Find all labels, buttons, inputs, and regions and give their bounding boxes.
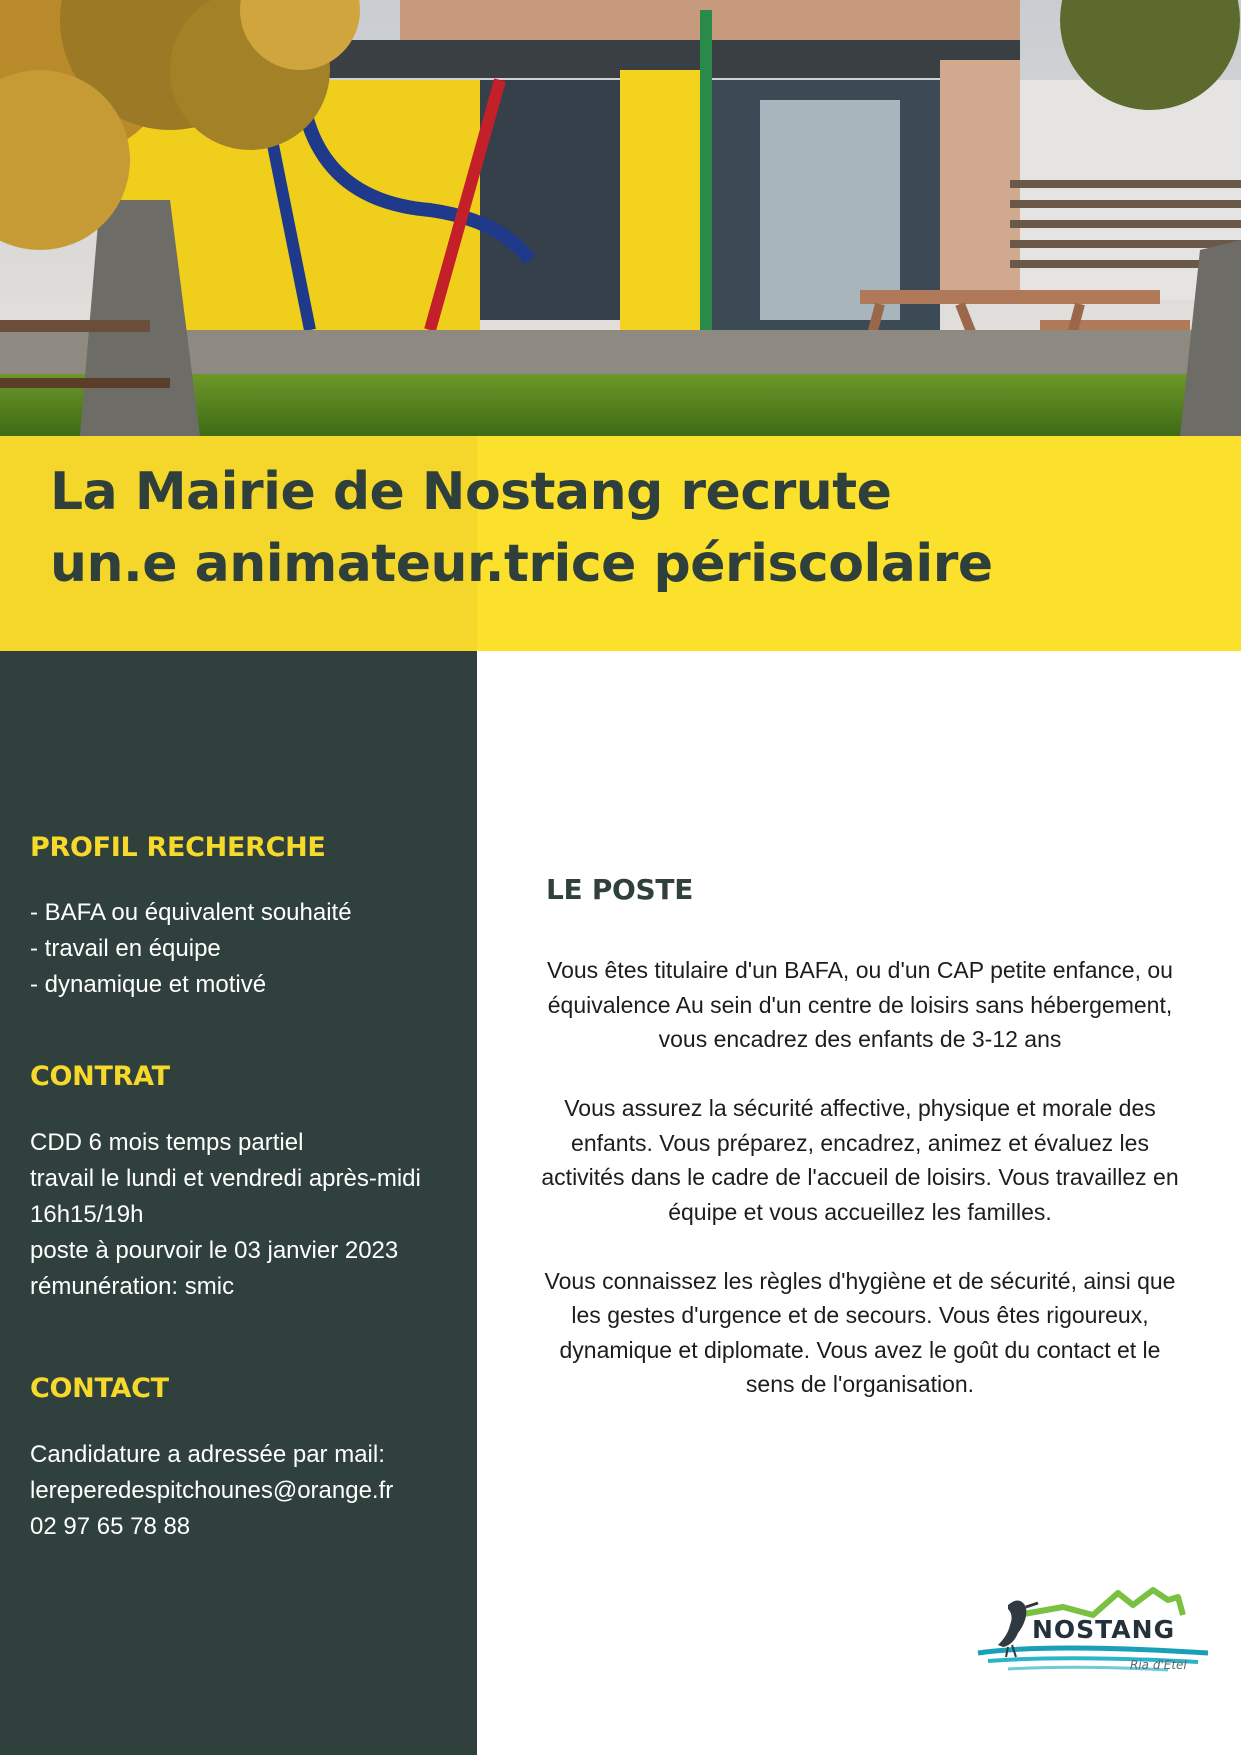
contrat-line: rémunération: smic (30, 1273, 235, 1300)
profil-list (30, 895, 352, 1003)
title-banner (0, 436, 1241, 651)
contrat-heading: CONTRAT (30, 1061, 170, 1092)
page-title (50, 456, 993, 600)
hero-photo (0, 0, 1241, 436)
contrat-line: CDD 6 mois temps partiel (30, 1129, 304, 1156)
contrat-line: 16h15/19h (30, 1201, 144, 1228)
profil-heading: PROFIL RECHERCHE (30, 832, 326, 863)
contact-line: Candidature a adressée par mail: (30, 1441, 385, 1468)
logo-name: NOSTANG (1032, 1615, 1176, 1644)
contrat-line: travail le lundi et vendredi après-midi (30, 1165, 421, 1192)
logo-subtitle: Ria d'Etel (1130, 1658, 1187, 1672)
profil-item: - BAFA ou équivalent souhaité (30, 899, 352, 926)
poste-description (540, 953, 1180, 1436)
contact-list (30, 1437, 393, 1545)
contrat-line: poste à pourvoir le 03 janvier 2023 (30, 1237, 399, 1264)
nostang-logo (968, 1585, 1208, 1680)
poste-paragraph: Vous êtes titulaire d'un BAFA, ou d'un CAP petite enfance, ou équivalence Au sein d'un centre de loisirs sans hébergement, vous encadrez des enfants de 3-12 ans (547, 957, 1173, 1052)
title-line-1: La Mairie de Nostang recrute (50, 462, 892, 522)
info-sidebar (0, 651, 477, 1755)
poste-paragraph: Vous connaissez les règles d'hygiène et de sécurité, ainsi que les gestes d'urgence et de secours. Vous êtes rigoureux, dynamique et diplomate. Vous avez le goût du contact et le sens de l'organisation. (544, 1267, 1176, 1397)
profil-item: - travail en équipe (30, 935, 221, 962)
poste-paragraph: Vous assurez la sécurité affective, physique et morale des enfants. Vous préparez, encadrez, animez et évaluez les activités dans le cadre de l'accueil de loisirs. Vous travaillez en équipe et vous accueillez les familles. (541, 1095, 1179, 1225)
contact-email[interactable]: lereperedespitchounes@orange.fr (30, 1477, 394, 1504)
contrat-list (30, 1125, 421, 1305)
school-building-photo (0, 0, 1241, 436)
contact-heading: CONTACT (30, 1373, 169, 1404)
profil-item: - dynamique et motivé (30, 971, 267, 998)
contact-phone[interactable]: 02 97 65 78 88 (30, 1513, 191, 1540)
title-line-2: un.e animateur.trice périscolaire (50, 534, 993, 594)
poste-heading: LE POSTE (546, 873, 694, 906)
